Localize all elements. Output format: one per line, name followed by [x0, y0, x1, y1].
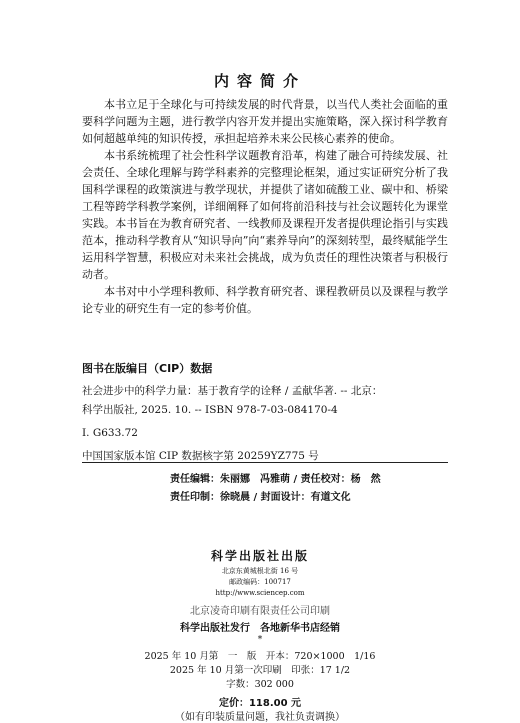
printing-line: 责任印制：徐晓晨 / 封面设计：有道文化: [170, 492, 351, 503]
credits-block: [170, 471, 381, 507]
edition-line: 2025 年 10 月第 一 版 开本：720×1000 1/16: [144, 651, 376, 662]
cip-number: 中国国家版本馆 CIP 数据核字第 20259YZ775 号: [82, 450, 319, 462]
summary-paragraph-3: 本书对中小学理科教师、科学教育研究者、课程教研员以及课程与教学论专业的研究生有一定的参考价值。: [82, 285, 448, 315]
price: 定价：118.00 元: [218, 698, 302, 709]
book-summary: [82, 96, 448, 317]
editors-line: 责任编辑：朱丽娜 冯雅萌 / 责任校对：杨 然: [170, 474, 381, 485]
cip-heading: 图书在版编目（CIP）数据: [82, 362, 213, 375]
cip-publisher-line: 科学出版社, 2025. 10. -- ISBN 978-7-03-084170-4: [82, 404, 338, 416]
publisher-website: http://www.sciencep.com: [215, 589, 305, 597]
separator-star: *: [257, 635, 263, 645]
summary-paragraph-1: 本书立足于全球化与可持续发展的时代背景，以当代人类社会面临的重要科学问题为主题，进行教学内容开发并提出实施策略，深入探讨科学教育如何超越单纯的知识传授，承担起培养未来公民核心素养的使命。: [82, 98, 448, 145]
cip-record: [82, 382, 452, 466]
quality-notice: （如有印装质量问题，我社负责调换）: [175, 712, 345, 723]
cip-title-line: 社会进步中的科学力量：基于教育学的诠释 / 孟献华著. -- 北京：: [82, 385, 383, 397]
divider-line: [82, 462, 448, 463]
publisher-address: 北京东黄城根北街 16 号: [221, 567, 299, 575]
edition-block: [0, 650, 520, 692]
cip-classification: Ⅰ. G633.72: [82, 427, 138, 439]
word-count: 字数：302 000: [226, 679, 294, 690]
distribution-line: 科学出版社发行 各地新华书店经销: [180, 623, 340, 634]
printer-line: 北京凌奇印刷有限责任公司印刷: [190, 606, 330, 617]
publisher-contact: [0, 566, 520, 599]
page-title: 内容简介: [213, 72, 306, 90]
publisher-block: [0, 547, 520, 645]
summary-paragraph-2: 本书系统梳理了社会性科学议题教育沿革，构建了融合可持续发展、社会责任、全球化理解与跨学科素养的完整理论框架，通过实证研究分析了我国科学课程的政策演进与教学现状，并提供了诸如硫酸工业、碳中和、桥梁工程等跨学科教学案例，详细阐释了如何将前沿科技与社会议题转化为课堂实践。本书旨在为教育研究者、一线教师及课程开发者提供理论指引与实践范本，推动科学教育从“知识导向”向“素养导向”的深刻转型，最终赋能学生运用科学智慧，积极应对未来社会挑战，成为负责任的理性决策者与积极行动者。: [82, 149, 448, 281]
publisher-name: 科学出版社出版: [210, 549, 309, 563]
publisher-postcode: 邮政编码：100717: [229, 578, 291, 586]
printing-run-line: 2025 年 10 月第一次印刷 印张：17 1/2: [169, 665, 351, 676]
